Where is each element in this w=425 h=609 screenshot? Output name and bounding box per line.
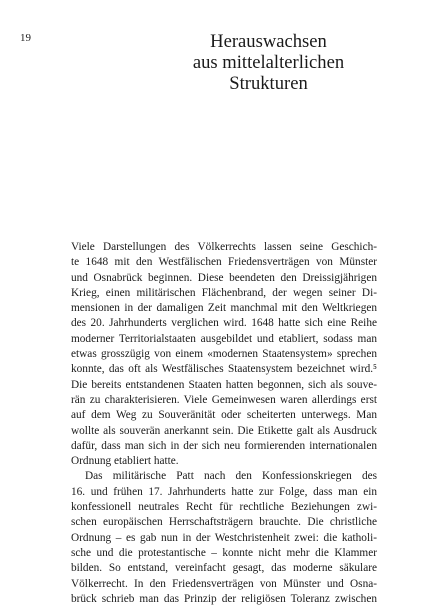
text-line: te 1648 mit den Westfälischen Friedensverträgen von Münster — [71, 256, 377, 269]
text-line: konfessionell neutrales Recht für rechtliche Beziehungen zwi- — [71, 501, 377, 514]
text-line: Krieg, einen militärischen Flächenbrand, der wegen seiner Di- — [71, 286, 377, 299]
text-line: auf dem Weg zu Souveränität oder scheiterten unterwegs. Man — [71, 409, 377, 422]
text-line: Die bereits entstandenen Staaten hatten begonnen, sich als souve- — [71, 378, 377, 391]
text-line: schen europäischen Herrschaftsträgern brauchte. Die christliche — [71, 516, 377, 529]
text-line: wollte als souverän anerkannt sein. Die Etikette galt als Ausdruck — [71, 424, 377, 437]
text-line: und Osnabrück beginnen. Diese beendeten den Dreissigjährigen — [71, 271, 377, 284]
text-line: moderner Territorialstaaten ausgebildet und etabliert, sodass man — [71, 332, 377, 345]
chapter-title — [180, 31, 412, 94]
text-line: dafür, dass man sich in der sich neu formierenden internationalen — [71, 439, 377, 452]
text-line: etwas grosszügig von einem «modernen Staatensystem» sprechen — [71, 348, 377, 361]
text-line: des 20. Jahrhunderts verglichen wird. 1648 hatte sich eine Reihe — [71, 317, 377, 330]
text-line: mensionen in der damaligen Zeit manchmal mit den Weltkriegen — [71, 302, 377, 315]
text-line: brück schrieb man das Prinzip der religiösen Toleranz zwischen — [71, 592, 377, 605]
body-text — [71, 240, 377, 607]
text-line: sche und die protestantische – konnte nicht mehr die Klammer — [71, 546, 377, 559]
text-line: Völkerrecht. In den Friedensverträgen von Münster und Osna- — [71, 577, 377, 590]
text-line: 16. und frühen 17. Jahrhunderts hatte zur Folge, dass man ein — [71, 485, 377, 498]
text-line: rän zu charakterisieren. Viele Gemeinwesen waren allerdings erst — [71, 393, 377, 406]
text-line: konnte, das oft als Westfälisches Staatensystem bezeichnet wird.⁵ — [71, 363, 377, 376]
text-line: bilden. So entstand, vereinfacht gesagt, das moderne säkulare — [71, 562, 377, 575]
paragraph-1 — [71, 240, 377, 469]
text-line: Viele Darstellungen des Völkerrechts lassen seine Geschich- — [71, 241, 377, 253]
chapter-title-line-1: Herauswachsen — [210, 31, 327, 52]
text-line: Ordnung etabliert hatte. — [71, 455, 179, 468]
chapter-title-line-3: Strukturen — [229, 73, 308, 94]
paragraph-2 — [71, 469, 377, 607]
text-line: Das militärische Patt nach den Konfessionskriegen des — [85, 470, 377, 483]
chapter-title-line-2: aus mittelalterlichen — [192, 52, 345, 73]
text-line: Ordnung – es gab nun in der Westchristenheit zwei: die katholi- — [71, 531, 377, 544]
page-number: 19 — [20, 32, 31, 44]
